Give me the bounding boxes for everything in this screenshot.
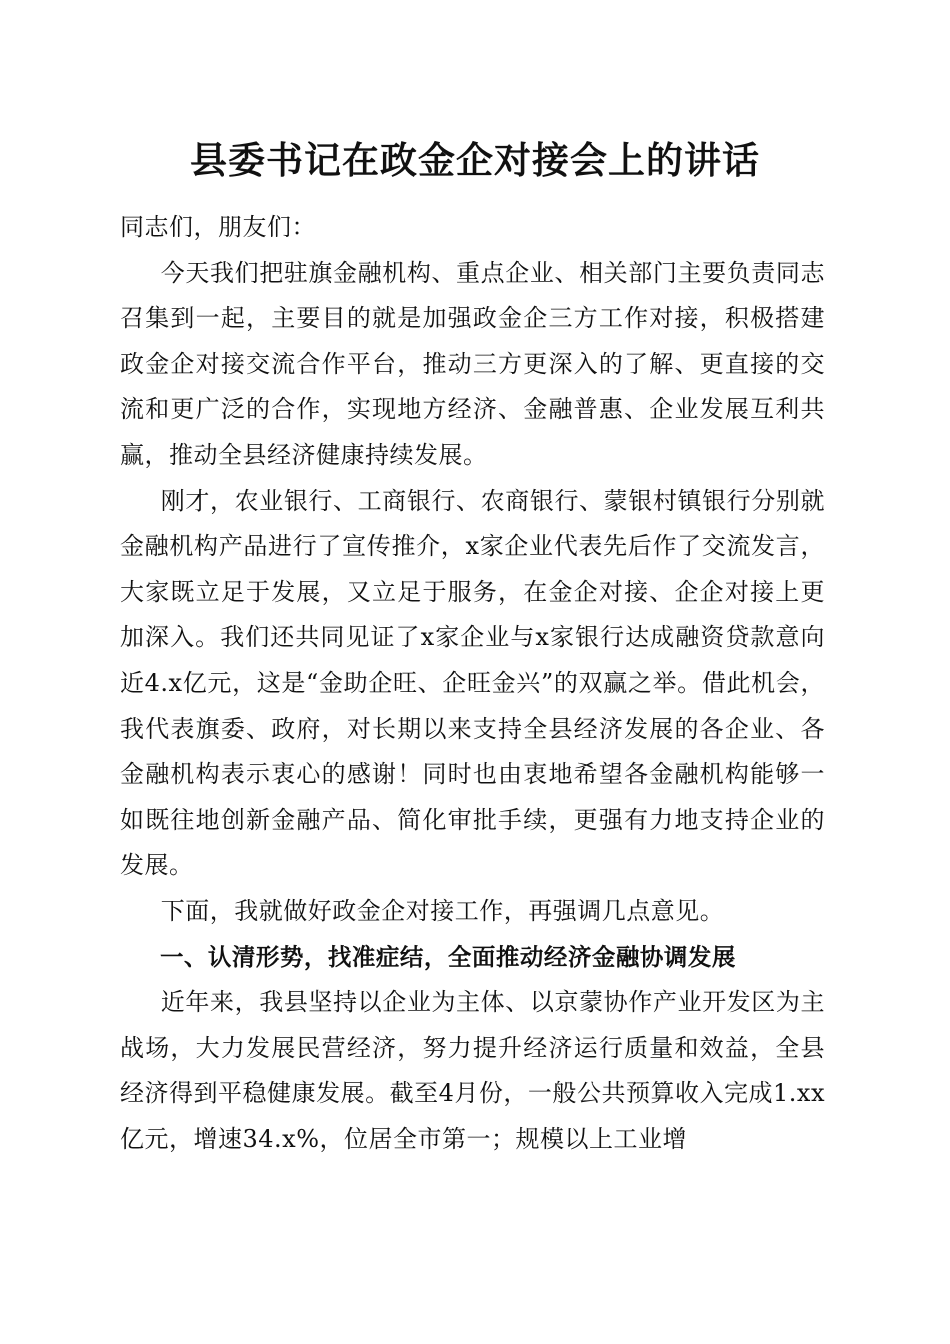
section-heading-1: 一、认清形势，找准症结，全面推动经济金融协调发展 [159, 942, 736, 971]
paragraph-economy: 近年来，我县坚持以企业为主体、以京蒙协作产业开发区为主战场，大力发展民营经济，努力提升经济运行质量和效益，全县经济得到平稳健康发展。截至4月份，一般公共预算收入完成1.xx亿元，增速34.x%，位居全市第一；规模以上工业增 [120, 988, 825, 1153]
greeting: 同志们，朋友们： [120, 213, 316, 241]
paragraph-opening: 今天我们把驻旗金融机构、重点企业、相关部门主要负责同志召集到一起，主要目的就是加强政金企三方工作对接，积极搭建政金企对接交流合作平台，推动三方更深入的了解、更直接的交流和更广泛的合作，实现地方经济、金融普惠、企业发展互利共赢，推动全县经济健康持续发展。 [120, 258, 825, 469]
paragraph-review: 刚才，农业银行、工商银行、农商银行、蒙银村镇银行分别就金融机构产品进行了宣传推介，x家企业代表先后作了交流发言，大家既立足于发展，又立足于服务，在金企对接、企企对接上更加深入。我们还共同见证了x家企业与x家银行达成融资贷款意向近4.x亿元，这是“金助企旺、企旺金兴”的双赢之举。借此机会，我代表旗委、政府，对长期以来支持全县经济发展的各企业、各金融机构表示衷心的感谢！同时也由衷地希望各金融机构能够一如既往地创新金融产品、简化审批手续，更强有力地支持企业的发展。 [120, 486, 825, 880]
document-body [120, 205, 825, 1162]
document-title: 县委书记在政金企对接会上的讲话 [190, 138, 760, 182]
paragraph-transition: 下面，我就做好政金企对接工作，再强调几点意见。 [160, 896, 725, 925]
